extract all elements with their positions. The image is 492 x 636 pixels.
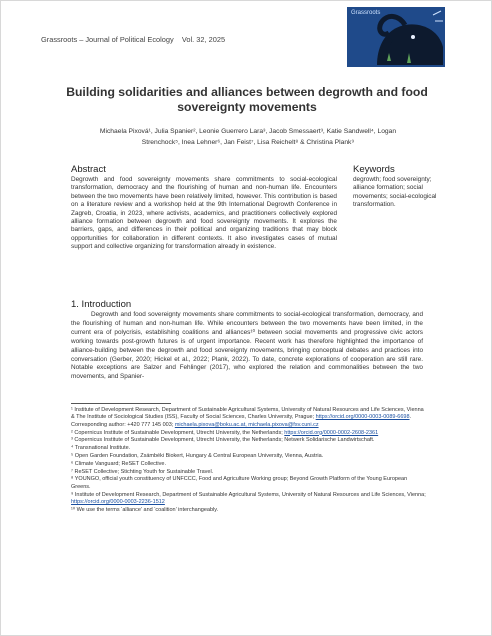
abstract-heading: Abstract <box>71 164 106 175</box>
logo-elephant-icon <box>347 7 445 67</box>
journal-volume: Vol. 32, 2025 <box>181 35 226 44</box>
orcid-link[interactable]: https://orcid.org/0000-0003-2236-1512 <box>71 499 165 505</box>
footnote-5: ⁵ Open Garden Foundation, Zsámbéki Biokert, Hungary & Central European University, Vienna, Austria. <box>71 453 324 459</box>
footnote-7: ⁷ ReSET Collective; Stichting Youth for Sustainable Travel. <box>71 468 214 475</box>
paper-title: Building solidarities and alliances between degrowth and food sovereignty movements <box>66 85 428 114</box>
footnote-3: ³ Copernicus Institute of Sustainable Development, Utrecht University, the Netherlands; Netwerk Solidarische Landwirtschaft. <box>71 437 375 444</box>
footnotes <box>71 407 427 515</box>
footnote-8: ⁸ YOUNGO, official youth constituency of UNFCCC, Food and Agriculture Working group; Beyond Growth Platform of the Young European Greens. <box>71 476 408 490</box>
journal-header <box>41 35 225 44</box>
keywords-text: degrowth; food sovereignty; alliance formation; social movements; social-ecological transformation. <box>353 176 437 209</box>
orcid-link[interactable]: https://orcid.org/0000-0003-0089-6698 <box>315 414 410 421</box>
introduction-text: Degrowth and food sovereignty movements share commitments to social-ecological transformation, democracy, and the flourishing of human and non-human life. While encounters between the two movements have been limited, in the current era of polycrisis, establishing coalitions and alliances¹⁰ between social movements and progressive civic actors working towards post-growth futures is of urgent importance. Recent work has therefore highlighted the importance of alliance-building between the degrowth and food sovereignty movements, bringing conceptual debates and practices into conversation (Gerber, 2020; Hickel et al., 2022; Plank, 2022). To date, concrete explorations of cooperation are still rare. Notable exceptions are Salzer and Fehlinger (2017), who explored the relation and commonalities between the two movements, and Spanier- <box>71 311 423 381</box>
orcid-link[interactable]: https://orcid.org/0000-0002-2608-2361 <box>284 429 379 436</box>
keywords-heading: Keywords <box>353 164 395 175</box>
email-link[interactable]: michaela.pixova@boku.ac.at, michaela.pixova@fsv.cuni.cz <box>174 421 319 428</box>
authors-line-1: Michaela Pixová¹, Julia Spanier², Leonie Guerrero Lara³, Jacob Smessaert³, Katie Sandwell⁴, Logan <box>99 128 397 135</box>
journal-name: Grassroots – Journal of Political Ecology <box>41 35 174 44</box>
footnote-1: ¹ Institute of Development Research, Department of Sustainable Agricultural Systems, University of Natural Resources and Life Sciences, Vienna & The Institute of Sociological Studies (ISS), Faculty of Social Sciences, Charles University, Prague; https://orcid.org/0000-0003-0089-6698. Corresponding author: +420 777 145 003; michaela.pixova@boku.ac.at, michaela.pixova@fsv.cuni.cz <box>71 407 424 428</box>
author-list <box>73 127 423 148</box>
abstract-text: Degrowth and food sovereignty movements share commitments to social-ecological transformation, democracy and the flourishing of human and non-human life. Encounters between the two movements have been relatively limited, however. This contribution is based on a literature review and a workshop held at the 9th International Degrowth Conference in Zagreb, Croatia, in 2023, where activists, academics, and practitioners collectively explored alliance formation between degrowth and food sovereignty movements. It explores the barriers, gaps, and differences in their political and organizing traditions that may block opportunities for collaboration in different contexts. It also investigates cases of mutual support and collective organizing for transformation already in existence. <box>71 176 337 251</box>
journal-logo <box>347 7 445 67</box>
introduction-heading: 1. Introduction <box>71 299 132 310</box>
footnote-2: ² Copernicus Institute of Sustainable Development, Utrecht University, the Netherlands; https://orcid.org/0000-0002-2608-2361 <box>71 429 379 436</box>
footnote-9: ⁹ Institute of Development Research, Department of Sustainable Agricultural Systems, University of Natural Resources and Life Sciences, Vienna; https://orcid.org/0000-0003-2236-1512 <box>71 491 426 505</box>
logo-text: Grassroots <box>351 10 381 16</box>
footnote-4: ⁴ Transnational Institute. <box>71 445 131 452</box>
footnote-6: ⁶ Climate Vanguard; ReSET Collective. <box>71 460 166 467</box>
authors-line-2: Strenchock⁵, Inea Lehner⁶, Jan Feist⁷, Lisa Reichelt⁸ & Christina Plank⁹ <box>141 138 355 146</box>
footnote-10: ¹⁰ We use the terms ‘alliance’ and ‘coalition’ interchangeably. <box>71 506 219 513</box>
footnote-divider <box>71 403 171 404</box>
